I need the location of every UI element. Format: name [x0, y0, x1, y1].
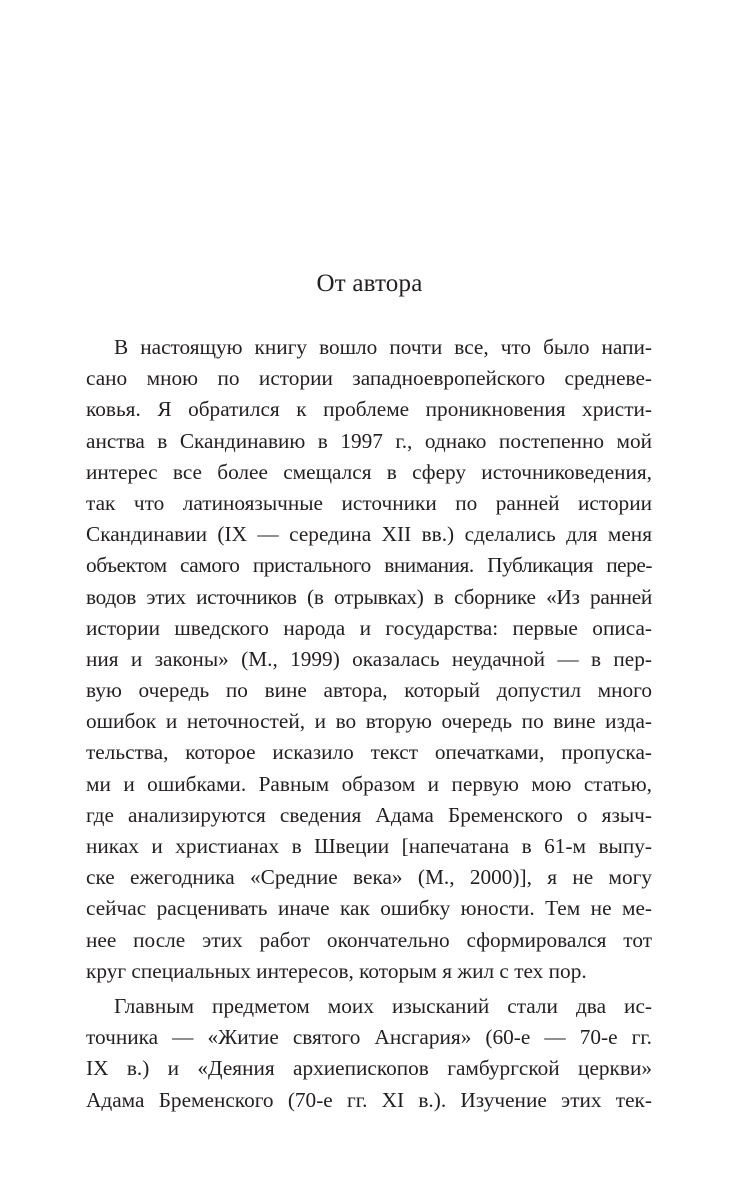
text-line: сейчас расценивать иначе как ошибку юности. Тем не ме-	[86, 896, 652, 921]
text-line: ковья. Я обратился к проблеме проникновения христи-	[86, 397, 652, 422]
text-line: Главным предметом моих изысканий стали два ис-	[114, 993, 652, 1018]
text-line: точника — «Житие святого Ансгария» (60-е — 70-е гг.	[86, 1025, 652, 1050]
text-line: истории шведского народа и государства: первые описа-	[86, 615, 652, 640]
text-line: ния и законы» (М., 1999) оказалась неудачной — в пер-	[86, 646, 652, 671]
text-line: ске ежегодника «Средние века» (М., 2000)], я не могу	[86, 865, 652, 890]
text-line: вую очередь по вине автора, который допустил много	[86, 678, 652, 703]
text-line: Скандинавии (IX — середина XII вв.) сделались для меня	[86, 522, 652, 547]
text-line: IX в.) и «Деяния архиепископов гамбургской церкви»	[86, 1056, 652, 1081]
paragraph-1	[86, 332, 652, 987]
text-line: нее после этих работ окончательно сформировался тот	[86, 927, 652, 952]
text-line: В настоящую книгу вошло почти все, что было напи-	[114, 335, 652, 359]
page-title: От автора	[316, 270, 423, 297]
text-line: Адама Бременского (70-е гг. XI в.). Изучение этих тек-	[86, 1087, 652, 1112]
text-line: круг специальных интересов, которым я жил с тех пор.	[86, 958, 587, 983]
text-line: анства в Скандинавию в 1997 г., однако постепенно мой	[86, 428, 652, 453]
text-line: никах и христианах в Швеции [напечатана в 61-м выпу-	[86, 834, 652, 858]
text-line: где анализируются сведения Адама Бременского о языч-	[86, 802, 652, 827]
text-line: ошибок и неточностей, и во вторую очередь по вине изда-	[86, 709, 652, 734]
text-line: интерес все более смещался в сферу источниковедения,	[86, 459, 652, 484]
body-text	[86, 332, 652, 1116]
text-line: ми и ошибками. Равным образом и первую мою статью,	[86, 771, 652, 796]
text-line: сано мною по истории западноевропейского средневе-	[86, 366, 652, 391]
text-line: водов этих источников (в отрывках) в сборнике «Из ранней	[86, 584, 652, 609]
text-line: тельства, которое исказило текст опечатками, пропуска-	[86, 740, 652, 765]
text-line: так что латиноязычные источники по ранней истории	[86, 490, 652, 515]
paragraph-2	[86, 991, 652, 1116]
text-line: объектом самого пристального внимания. Публикация пере-	[86, 553, 652, 578]
